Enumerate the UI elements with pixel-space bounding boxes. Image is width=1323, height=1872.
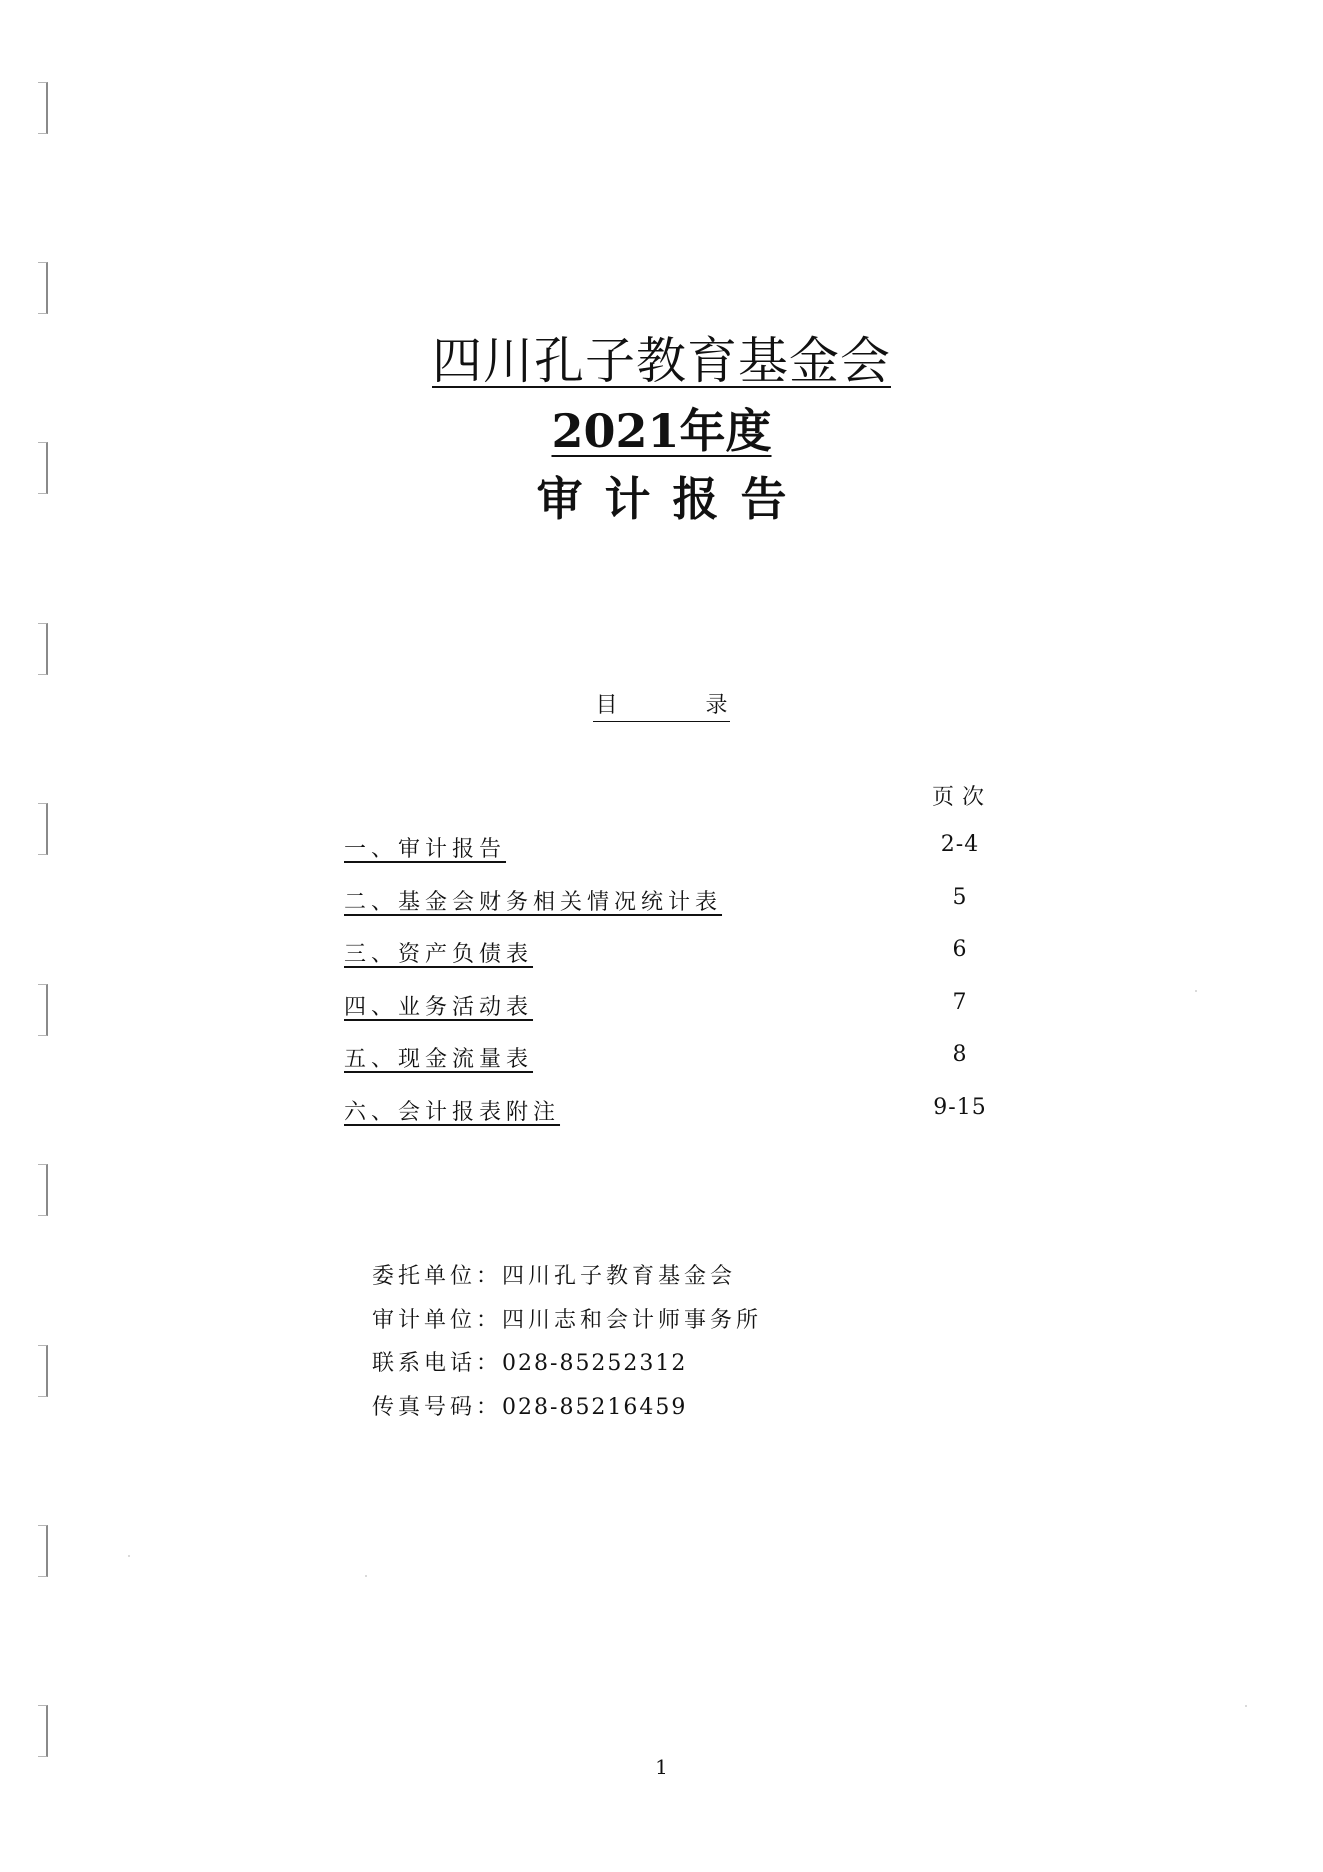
client-label: 委托单位： (372, 1264, 503, 1289)
toc-link-audit-report[interactable]: 一、审计报告 (344, 837, 507, 862)
toc-link-cash-flow[interactable]: 五、现金流量表 (344, 1047, 534, 1072)
scan-speck (128, 1555, 130, 1557)
binding-mark (38, 1705, 48, 1757)
phone-label: 联系电话： (372, 1351, 503, 1376)
binding-mark (38, 82, 48, 134)
fax-label: 传真号码： (372, 1394, 503, 1420)
auditor-row (372, 1299, 762, 1343)
toc-item (0, 1042, 1323, 1095)
toc-item (0, 832, 1323, 885)
toc-link-balance-sheet[interactable]: 三、资产负债表 (344, 942, 534, 967)
binding-mark (38, 1525, 48, 1577)
toc-page-number: 2-4 (940, 832, 980, 857)
toc-heading-left: 目 (595, 693, 618, 718)
toc-link-notes[interactable]: 六、会计报表附注 (344, 1099, 561, 1125)
auditor-value: 四川志和会计师事务所 (502, 1307, 763, 1333)
toc-heading-right: 录 (705, 693, 728, 718)
page-number: 1 (655, 1755, 668, 1779)
toc-item (0, 937, 1323, 990)
client-value: 四川孔子教育基金会 (502, 1264, 737, 1289)
title-block (0, 332, 1323, 526)
info-block (372, 1255, 762, 1429)
toc-link-financial-statistics[interactable]: 二、基金会财务相关情况统计表 (344, 889, 723, 915)
toc-item (0, 1095, 1323, 1148)
phone-value: 028-85252312 (502, 1351, 688, 1376)
toc-page-number: 8 (952, 1042, 968, 1067)
toc-page-number: 5 (952, 884, 968, 910)
binding-mark (38, 1345, 48, 1397)
scan-speck (365, 1575, 367, 1577)
toc-heading (0, 688, 1323, 722)
organization-title: 四川孔子教育基金会 (432, 332, 891, 390)
phone-row (372, 1342, 762, 1386)
toc-page-number: 7 (952, 989, 968, 1015)
binding-mark (38, 1164, 48, 1216)
toc-item (0, 990, 1323, 1043)
toc-page-number: 9-15 (933, 1094, 987, 1120)
client-row (372, 1255, 762, 1299)
toc-page-number: 6 (952, 937, 968, 962)
binding-mark (38, 623, 48, 675)
toc-link-activity-statement[interactable]: 四、业务活动表 (344, 994, 534, 1020)
toc-item (0, 885, 1323, 938)
fax-row (372, 1386, 762, 1430)
toc-list (0, 832, 1323, 1147)
scan-speck (1195, 990, 1197, 992)
report-title: 审计报告 (536, 472, 809, 526)
binding-mark (38, 262, 48, 314)
toc-heading-text (593, 688, 729, 722)
fax-value: 028-85216459 (502, 1394, 688, 1420)
auditor-label: 审计单位： (372, 1307, 503, 1333)
page-column-label: 页次 (932, 785, 993, 810)
year-title: 2021年度 (551, 404, 772, 458)
scan-speck (1245, 1705, 1247, 1707)
